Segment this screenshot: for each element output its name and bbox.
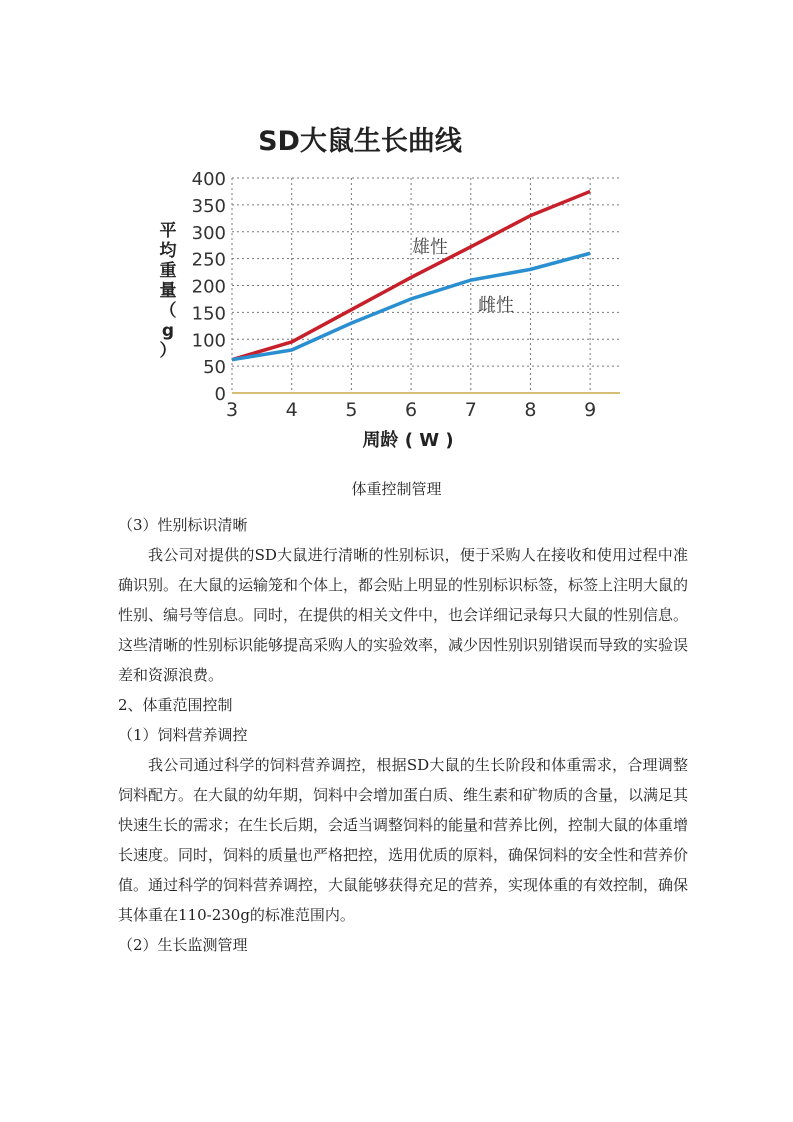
sub-1-title: （1）饲料营养调控 xyxy=(118,726,248,744)
y-tick-labels xyxy=(192,169,226,405)
x-tick-6: 6 xyxy=(405,399,418,421)
y-tick-150: 150 xyxy=(191,303,226,325)
x-tick-5: 5 xyxy=(345,399,358,421)
heading-2: 2、体重范围控制 xyxy=(118,696,233,714)
y-tick-0: 0 xyxy=(214,384,226,405)
x-tick-9: 9 xyxy=(584,399,597,421)
y-tick-200: 200 xyxy=(191,276,226,298)
section-3-title: （3）性别标识清晰 xyxy=(118,516,248,534)
y-tick-250: 250 xyxy=(191,249,226,271)
x-tick-8: 8 xyxy=(524,399,537,421)
y-tick-100: 100 xyxy=(191,330,226,352)
x-axis-label: 周龄 ( W ) xyxy=(362,430,454,451)
y-tick-400: 400 xyxy=(191,169,226,190)
chart-title: SD大鼠生长曲线 xyxy=(258,126,462,157)
x-tick-3: 3 xyxy=(225,399,239,421)
y-tick-350: 350 xyxy=(191,195,226,217)
legend-female: 雌性 xyxy=(478,295,514,316)
legend-male: 雄性 xyxy=(412,237,448,258)
y-tick-300: 300 xyxy=(191,222,226,244)
section-3-body: 我公司对提供的SD大鼠进行清晰的性别标识，便于采购人在接收和使用过程中准确识别。在大鼠的运输笼和个体上，都会贴上明显的性别标识标签，标签上注明大鼠的性别、编号等信息。同时，在提供的相关文件中，也会详细记录每只大鼠的性别信息。这些清晰的性别标识能够提高采购人的实验效率，减少因性别识别错误而导致的实验误差和资源浪费。 xyxy=(118,546,689,684)
y-axis-label: 平均重量（ g ） xyxy=(159,221,177,361)
figure-caption: 体重控制管理 xyxy=(351,480,442,498)
x-tick-7: 7 xyxy=(464,399,477,421)
x-tick-labels xyxy=(226,399,596,421)
x-tick-4: 4 xyxy=(285,399,298,421)
body-text xyxy=(118,510,688,960)
growth-chart xyxy=(150,118,650,458)
chart-gridlines xyxy=(232,178,620,393)
sub-1-body: 我公司通过科学的饲料营养调控，根据SD大鼠的生长阶段和体重需求，合理调整饲料配方。在大鼠的幼年期，饲料中会增加蛋白质、维生素和矿物质的含量，以满足其快速生长的需求；在生长后期，会适当调整饲料的能量和营养比例，控制大鼠的体重增长速度。同时，饲料的质量也严格把控，选用优质的原料，确保饲料的安全性和营养价值。通过科学的饲料营养调控，大鼠能够获得充足的营养，实现体重的有效控制，确保其体重在110-230g的标准范围内。 xyxy=(118,756,689,924)
sub-2-title: （2）生长监测管理 xyxy=(118,936,248,954)
y-tick-50: 50 xyxy=(203,357,226,379)
